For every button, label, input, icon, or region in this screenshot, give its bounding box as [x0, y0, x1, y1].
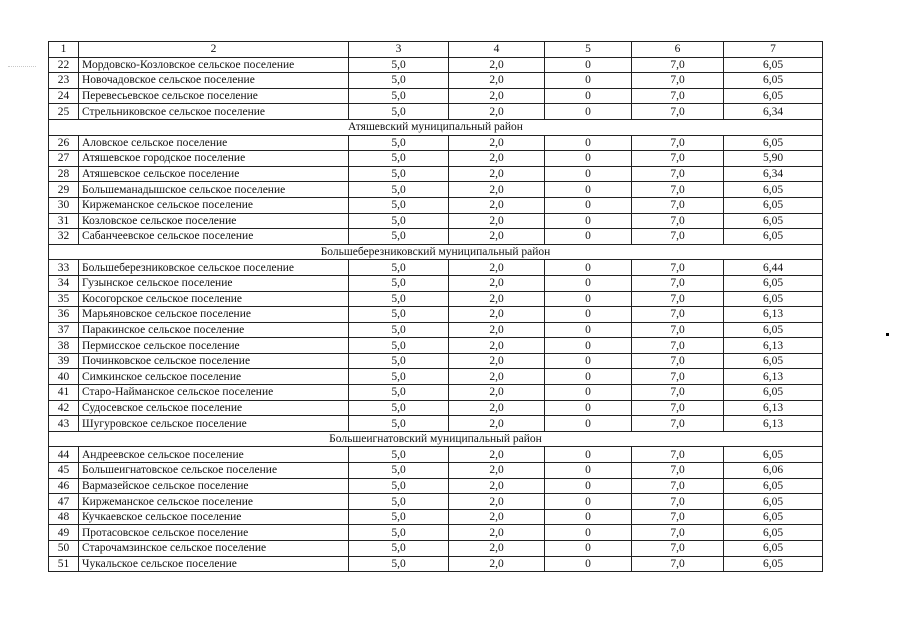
column-number-cell: 3 [349, 42, 449, 58]
settlement-name: Протасовское сельское поселение [79, 525, 349, 541]
row-number: 33 [49, 260, 79, 276]
value-col5: 0 [545, 447, 632, 463]
value-col5: 0 [545, 322, 632, 338]
column-number-cell: 4 [449, 42, 545, 58]
row-number: 38 [49, 338, 79, 354]
settlement-name: Сабанчеевское сельское поселение [79, 229, 349, 245]
value-col3: 5,0 [349, 275, 449, 291]
value-col4: 2,0 [449, 213, 545, 229]
value-col4: 2,0 [449, 88, 545, 104]
value-col3: 5,0 [349, 229, 449, 245]
value-col7: 5,90 [724, 151, 823, 167]
table-row [49, 338, 823, 354]
value-col4: 2,0 [449, 400, 545, 416]
value-col6: 7,0 [632, 57, 724, 73]
value-col4: 2,0 [449, 260, 545, 276]
value-col5: 0 [545, 291, 632, 307]
row-number: 41 [49, 385, 79, 401]
value-col6: 7,0 [632, 338, 724, 354]
table-row [49, 213, 823, 229]
value-col6: 7,0 [632, 166, 724, 182]
table-row [49, 307, 823, 323]
value-col7: 6,13 [724, 307, 823, 323]
value-col3: 5,0 [349, 307, 449, 323]
value-col5: 0 [545, 385, 632, 401]
settlement-name: Стрельниковское сельское поселение [79, 104, 349, 120]
value-col4: 2,0 [449, 197, 545, 213]
value-col4: 2,0 [449, 307, 545, 323]
value-col4: 2,0 [449, 151, 545, 167]
table-row [49, 197, 823, 213]
value-col4: 2,0 [449, 73, 545, 89]
table-row [49, 57, 823, 73]
value-col7: 6,13 [724, 400, 823, 416]
value-col3: 5,0 [349, 135, 449, 151]
row-number: 26 [49, 135, 79, 151]
value-col4: 2,0 [449, 104, 545, 120]
row-number: 45 [49, 463, 79, 479]
value-col7: 6,05 [724, 229, 823, 245]
value-col7: 6,05 [724, 541, 823, 557]
column-number-cell: 1 [49, 42, 79, 58]
value-col7: 6,05 [724, 447, 823, 463]
value-col5: 0 [545, 275, 632, 291]
value-col4: 2,0 [449, 556, 545, 572]
row-number: 27 [49, 151, 79, 167]
district-heading-row [49, 431, 823, 447]
value-col4: 2,0 [449, 369, 545, 385]
value-col4: 2,0 [449, 385, 545, 401]
table-row [49, 556, 823, 572]
district-heading-row [49, 244, 823, 260]
value-col4: 2,0 [449, 541, 545, 557]
district-heading: Большеигнатовский муниципальный район [49, 431, 823, 447]
scan-artifact [8, 66, 36, 69]
row-number: 34 [49, 275, 79, 291]
value-col5: 0 [545, 166, 632, 182]
row-number: 32 [49, 229, 79, 245]
value-col6: 7,0 [632, 541, 724, 557]
value-col7: 6,13 [724, 338, 823, 354]
settlement-name: Судосевское сельское поселение [79, 400, 349, 416]
value-col7: 6,05 [724, 57, 823, 73]
table-row [49, 135, 823, 151]
value-col3: 5,0 [349, 525, 449, 541]
table-row [49, 416, 823, 432]
settlement-name: Атяшевское сельское поселение [79, 166, 349, 182]
value-col3: 5,0 [349, 104, 449, 120]
row-number: 51 [49, 556, 79, 572]
table-row [49, 463, 823, 479]
value-col6: 7,0 [632, 509, 724, 525]
row-number: 39 [49, 353, 79, 369]
value-col5: 0 [545, 509, 632, 525]
value-col7: 6,05 [724, 556, 823, 572]
settlement-name: Козловское сельское поселение [79, 213, 349, 229]
value-col6: 7,0 [632, 447, 724, 463]
value-col4: 2,0 [449, 416, 545, 432]
value-col4: 2,0 [449, 291, 545, 307]
row-number: 47 [49, 494, 79, 510]
column-number-cell: 6 [632, 42, 724, 58]
value-col4: 2,0 [449, 478, 545, 494]
value-col5: 0 [545, 73, 632, 89]
row-number: 25 [49, 104, 79, 120]
settlement-name: Марьяновское сельское поселение [79, 307, 349, 323]
value-col7: 6,34 [724, 166, 823, 182]
value-col3: 5,0 [349, 416, 449, 432]
settlement-name: Паракинское сельское поселение [79, 322, 349, 338]
value-col6: 7,0 [632, 307, 724, 323]
value-col3: 5,0 [349, 447, 449, 463]
value-col3: 5,0 [349, 541, 449, 557]
settlement-name: Большеигнатовское сельское поселение [79, 463, 349, 479]
value-col6: 7,0 [632, 213, 724, 229]
value-col7: 6,05 [724, 385, 823, 401]
value-col5: 0 [545, 338, 632, 354]
value-col6: 7,0 [632, 104, 724, 120]
column-number-cell: 5 [545, 42, 632, 58]
table-row [49, 385, 823, 401]
value-col6: 7,0 [632, 260, 724, 276]
value-col4: 2,0 [449, 275, 545, 291]
value-col6: 7,0 [632, 556, 724, 572]
settlement-name: Гузынское сельское поселение [79, 275, 349, 291]
table-row [49, 73, 823, 89]
settlement-name: Большеберезниковское сельское поселение [79, 260, 349, 276]
value-col7: 6,06 [724, 463, 823, 479]
table-row [49, 525, 823, 541]
value-col5: 0 [545, 400, 632, 416]
value-col4: 2,0 [449, 135, 545, 151]
value-col3: 5,0 [349, 197, 449, 213]
table-row [49, 229, 823, 245]
value-col7: 6,05 [724, 291, 823, 307]
settlement-name: Атяшевское городское поселение [79, 151, 349, 167]
value-col5: 0 [545, 353, 632, 369]
value-col7: 6,13 [724, 416, 823, 432]
settlement-name: Шугуровское сельское поселение [79, 416, 349, 432]
settlement-name: Киржеманское сельское поселение [79, 197, 349, 213]
row-number: 24 [49, 88, 79, 104]
settlement-name: Перевесьевское сельское поселение [79, 88, 349, 104]
value-col4: 2,0 [449, 494, 545, 510]
value-col3: 5,0 [349, 291, 449, 307]
value-col4: 2,0 [449, 322, 545, 338]
value-col5: 0 [545, 260, 632, 276]
settlement-name: Новочадовское сельское поселение [79, 73, 349, 89]
value-col6: 7,0 [632, 73, 724, 89]
settlement-name: Старочамзинское сельское поселение [79, 541, 349, 557]
value-col3: 5,0 [349, 182, 449, 198]
value-col5: 0 [545, 229, 632, 245]
value-col5: 0 [545, 213, 632, 229]
value-col3: 5,0 [349, 260, 449, 276]
value-col5: 0 [545, 478, 632, 494]
table-row [49, 541, 823, 557]
value-col7: 6,05 [724, 353, 823, 369]
table-row [49, 291, 823, 307]
value-col5: 0 [545, 135, 632, 151]
table-row [49, 151, 823, 167]
value-col4: 2,0 [449, 166, 545, 182]
row-number: 35 [49, 291, 79, 307]
settlement-name: Пермисское сельское поселение [79, 338, 349, 354]
settlement-name: Симкинское сельское поселение [79, 369, 349, 385]
row-number: 37 [49, 322, 79, 338]
table-row [49, 322, 823, 338]
value-col3: 5,0 [349, 73, 449, 89]
settlement-name: Мордовско-Козловское сельское поселение [79, 57, 349, 73]
table-row [49, 494, 823, 510]
value-col7: 6,05 [724, 509, 823, 525]
value-col6: 7,0 [632, 275, 724, 291]
row-number: 23 [49, 73, 79, 89]
value-col6: 7,0 [632, 88, 724, 104]
value-col7: 6,05 [724, 275, 823, 291]
value-col7: 6,44 [724, 260, 823, 276]
row-number: 50 [49, 541, 79, 557]
value-col3: 5,0 [349, 494, 449, 510]
column-number-cell: 7 [724, 42, 823, 58]
value-col6: 7,0 [632, 229, 724, 245]
value-col3: 5,0 [349, 88, 449, 104]
value-col3: 5,0 [349, 400, 449, 416]
value-col4: 2,0 [449, 447, 545, 463]
table-row [49, 369, 823, 385]
row-number: 48 [49, 509, 79, 525]
settlement-name: Косогорское сельское поселение [79, 291, 349, 307]
settlement-name: Кучкаевское сельское поселение [79, 509, 349, 525]
row-number: 46 [49, 478, 79, 494]
row-number: 40 [49, 369, 79, 385]
value-col6: 7,0 [632, 494, 724, 510]
table-row [49, 104, 823, 120]
table-row [49, 353, 823, 369]
value-col3: 5,0 [349, 57, 449, 73]
value-col4: 2,0 [449, 57, 545, 73]
settlement-rates-table [48, 41, 823, 572]
value-col6: 7,0 [632, 400, 724, 416]
value-col7: 6,34 [724, 104, 823, 120]
value-col5: 0 [545, 88, 632, 104]
settlement-name: Старо-Найманское сельское поселение [79, 385, 349, 401]
district-heading: Большеберезниковский муниципальный район [49, 244, 823, 260]
column-number-cell: 2 [79, 42, 349, 58]
value-col7: 6,05 [724, 478, 823, 494]
table-row [49, 400, 823, 416]
settlement-name: Андреевское сельское поселение [79, 447, 349, 463]
district-heading: Атяшевский муниципальный район [49, 119, 823, 135]
value-col5: 0 [545, 525, 632, 541]
value-col4: 2,0 [449, 525, 545, 541]
value-col4: 2,0 [449, 353, 545, 369]
row-number: 44 [49, 447, 79, 463]
value-col6: 7,0 [632, 291, 724, 307]
table-row [49, 509, 823, 525]
value-col5: 0 [545, 369, 632, 385]
value-col7: 6,05 [724, 213, 823, 229]
column-number-row [49, 42, 823, 58]
value-col5: 0 [545, 182, 632, 198]
value-col6: 7,0 [632, 463, 724, 479]
value-col6: 7,0 [632, 197, 724, 213]
value-col7: 6,05 [724, 73, 823, 89]
value-col5: 0 [545, 307, 632, 323]
value-col6: 7,0 [632, 416, 724, 432]
value-col5: 0 [545, 104, 632, 120]
value-col3: 5,0 [349, 463, 449, 479]
value-col5: 0 [545, 416, 632, 432]
value-col3: 5,0 [349, 151, 449, 167]
district-heading-row [49, 119, 823, 135]
value-col3: 5,0 [349, 353, 449, 369]
table-row [49, 478, 823, 494]
row-number: 22 [49, 57, 79, 73]
settlement-name: Киржеманское сельское поселение [79, 494, 349, 510]
value-col4: 2,0 [449, 463, 545, 479]
row-number: 42 [49, 400, 79, 416]
table-row [49, 275, 823, 291]
table-row [49, 447, 823, 463]
row-number: 29 [49, 182, 79, 198]
value-col7: 6,05 [724, 525, 823, 541]
value-col6: 7,0 [632, 135, 724, 151]
value-col7: 6,05 [724, 88, 823, 104]
value-col5: 0 [545, 463, 632, 479]
value-col7: 6,05 [724, 135, 823, 151]
table-row [49, 260, 823, 276]
value-col5: 0 [545, 57, 632, 73]
settlement-name: Вармазейское сельское поселение [79, 478, 349, 494]
settlement-name: Большеманадышское сельское поселение [79, 182, 349, 198]
value-col7: 6,05 [724, 182, 823, 198]
value-col6: 7,0 [632, 525, 724, 541]
value-col7: 6,05 [724, 197, 823, 213]
value-col3: 5,0 [349, 385, 449, 401]
value-col6: 7,0 [632, 478, 724, 494]
value-col3: 5,0 [349, 556, 449, 572]
value-col5: 0 [545, 541, 632, 557]
scan-speck [886, 333, 889, 336]
value-col6: 7,0 [632, 385, 724, 401]
settlement-name: Аловское сельское поселение [79, 135, 349, 151]
value-col7: 6,05 [724, 322, 823, 338]
value-col6: 7,0 [632, 322, 724, 338]
value-col5: 0 [545, 494, 632, 510]
value-col6: 7,0 [632, 353, 724, 369]
value-col5: 0 [545, 556, 632, 572]
table-row [49, 88, 823, 104]
table-row [49, 182, 823, 198]
row-number: 36 [49, 307, 79, 323]
value-col6: 7,0 [632, 151, 724, 167]
value-col3: 5,0 [349, 509, 449, 525]
table-row [49, 166, 823, 182]
value-col4: 2,0 [449, 182, 545, 198]
value-col3: 5,0 [349, 166, 449, 182]
value-col3: 5,0 [349, 478, 449, 494]
value-col4: 2,0 [449, 509, 545, 525]
value-col7: 6,13 [724, 369, 823, 385]
value-col3: 5,0 [349, 338, 449, 354]
value-col6: 7,0 [632, 369, 724, 385]
value-col4: 2,0 [449, 338, 545, 354]
value-col3: 5,0 [349, 213, 449, 229]
value-col5: 0 [545, 151, 632, 167]
row-number: 31 [49, 213, 79, 229]
row-number: 28 [49, 166, 79, 182]
row-number: 43 [49, 416, 79, 432]
value-col6: 7,0 [632, 182, 724, 198]
value-col5: 0 [545, 197, 632, 213]
row-number: 30 [49, 197, 79, 213]
value-col3: 5,0 [349, 369, 449, 385]
row-number: 49 [49, 525, 79, 541]
settlement-name: Чукальское сельское поселение [79, 556, 349, 572]
value-col7: 6,05 [724, 494, 823, 510]
value-col3: 5,0 [349, 322, 449, 338]
settlement-name: Починковское сельское поселение [79, 353, 349, 369]
value-col4: 2,0 [449, 229, 545, 245]
